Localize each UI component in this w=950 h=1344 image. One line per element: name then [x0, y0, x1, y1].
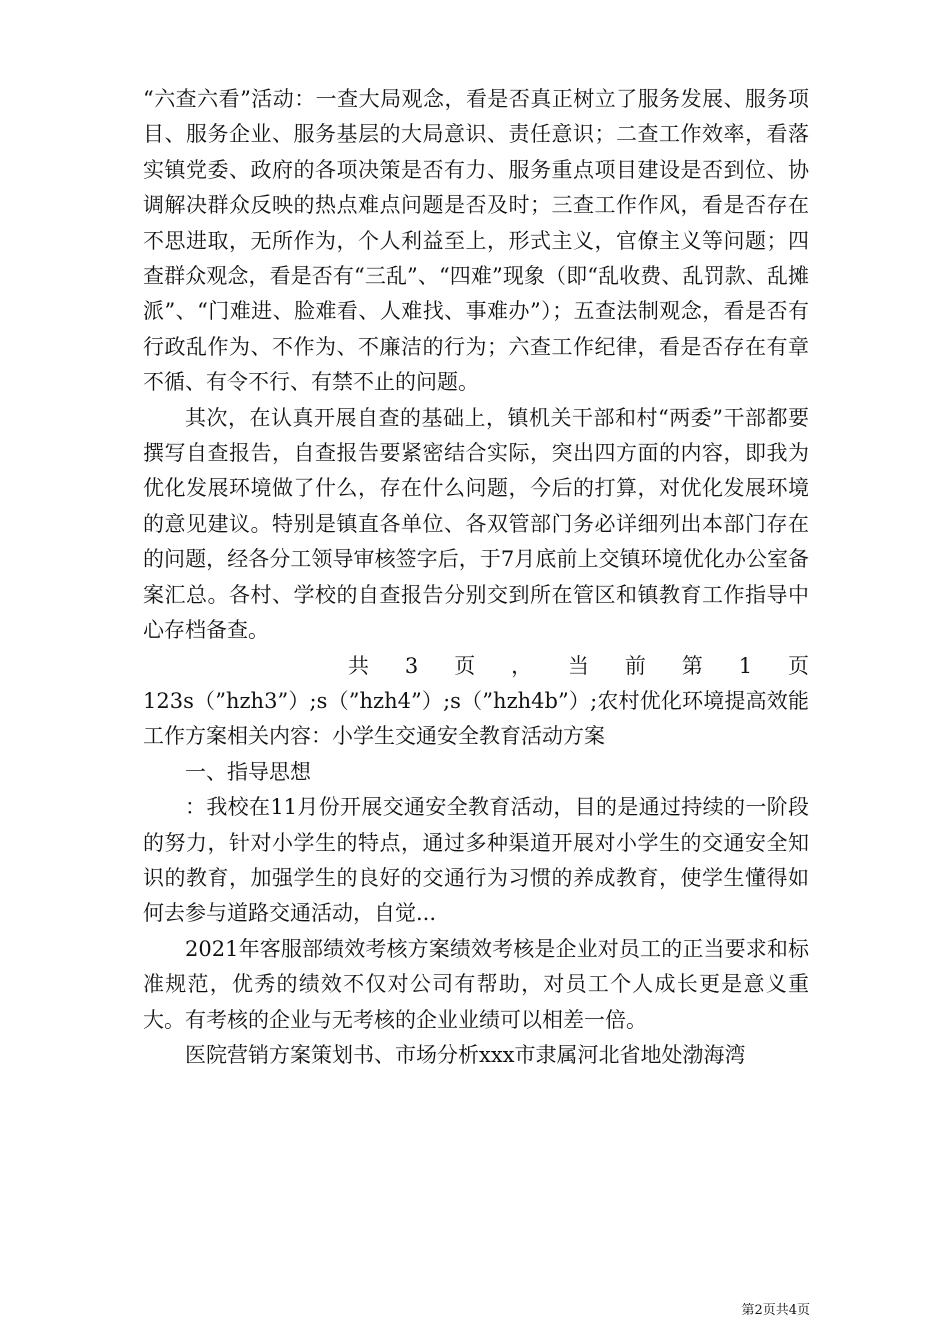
paragraph-kpi-plan: 2021年客服部绩效考核方案绩效考核是企业对员工的正当要求和标准规范，优秀的绩效不仅对公司有帮助，对员工个人成长更是意义重大。有考核的企业与无考核的企业业绩可以相差一倍。 — [143, 936, 809, 1032]
document-body — [143, 82, 809, 1073]
paragraph-hospital-marketing: 医院营销方案策划书、市场分析xxx市隶属河北省地处渤海湾 — [185, 1042, 746, 1067]
paragraph-six-checks: “六查六看”活动：一查大局观念，看是否真正树立了服务发展、服务项目、服务企业、服务基层的大局意识、责任意识；二查工作效率，看落实镇党委、政府的各项决策是否有力、服务重点项目建设是否到位、协调解决群众反映的热点难点问题是否及时；三查工作作风，看是否存在不思进取，无所作为，个人利益至上，形式主义，官僚主义等问题；四查群众观念，看是否有“三乱”、“四难”现象（即“乱收费、乱罚款、乱摊派”、“门难进、脸难看、人难找、事难办”）；五查法制观念，看是否有行政乱作为、不作为、不廉洁的行为；六查工作纪律，看是否存在有章不循、有令不行、有禁不止的问题。 — [143, 87, 809, 395]
page-count-token: 1 — [738, 653, 753, 678]
page-count-token: 第 — [681, 653, 703, 678]
page-count-line — [143, 649, 809, 684]
page-footer: 第2页共4页 — [741, 1303, 810, 1318]
page-count-token: 共 — [348, 653, 369, 678]
paragraph-self-check-report: 其次，在认真开展自查的基础上，镇机关干部和村“两委”干部都要撰写自查报告，自查报告要紧密结合实际，突出四方面的内容，即我为优化发展环境做了什么，存在什么问题，今后的打算，对优化发展环境的意见建议。特别是镇直各单位、各双管部门务必详细列出本部门存在的问题，经各分工领导审核签字后，于7月底前上交镇环境优化办公室备案汇总。各村、学校的自查报告分别交到所在管区和镇教育工作指导中心存档备查。 — [143, 405, 809, 643]
related-content-line: 123s（”hzh3”）;s（”hzh4”）;s（”hzh4b”）;农村优化环境提高效能工作方案相关内容：小学生交通安全教育活动方案 — [143, 688, 809, 749]
paragraph-guiding-thought: ：我校在11月份开展交通安全教育活动，目的是通过持续的一阶段的努力，针对小学生的特点，通过多种渠道开展对小学生的交通安全知识的教育，加强学生的良好的交通行为习惯的养成教育，使学生懂得如何去参与道路交通活动，自觉... — [143, 795, 809, 926]
page-count-token: 页 — [454, 653, 476, 678]
page-count-token: ， — [511, 653, 533, 678]
page-count-token: 当 — [568, 653, 589, 678]
page-count-token: 前 — [624, 653, 646, 678]
section-heading: 一、指导思想 — [185, 759, 311, 784]
page-count-token: 3 — [404, 653, 419, 678]
page-count-token: 页 — [788, 653, 809, 678]
